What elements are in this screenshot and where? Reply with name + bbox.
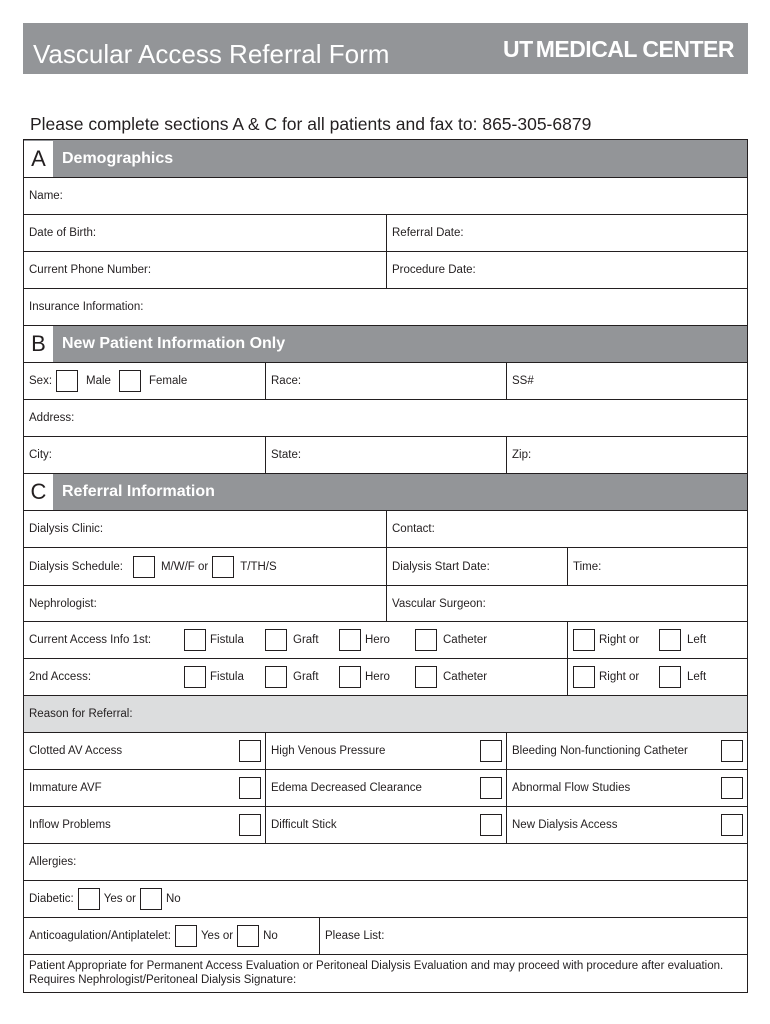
access2-catheter-checkbox[interactable] xyxy=(415,666,437,688)
state-label: State: xyxy=(271,449,302,461)
access2-fistula-checkbox[interactable] xyxy=(184,666,206,688)
anticoag-yes-label: Yes or xyxy=(200,930,234,942)
logo-text: MEDICAL CENTER xyxy=(535,36,734,62)
access1-right-label: Right or xyxy=(599,634,640,646)
address-label: Address: xyxy=(29,412,75,424)
reason-abnormal-cell xyxy=(506,770,747,806)
female-checkbox[interactable] xyxy=(119,370,141,392)
surgeon-label: Vascular Surgeon: xyxy=(392,597,486,610)
schedule-row xyxy=(24,547,747,585)
reason-immature-label: Immature AVF xyxy=(29,782,102,794)
reason-bleeding-cell xyxy=(506,733,747,769)
insurance-field[interactable] xyxy=(24,289,747,325)
ss-field[interactable] xyxy=(506,363,747,399)
ss-label: SS# xyxy=(512,375,534,387)
reason-new-access-cell xyxy=(506,807,747,843)
reason-row-1 xyxy=(24,732,747,769)
please-list-label: Please List: xyxy=(325,930,385,942)
form-title: Vascular Access Referral Form xyxy=(33,39,390,69)
surgeon-field[interactable] xyxy=(386,586,747,621)
access2-label: 2nd Access: xyxy=(29,671,92,683)
access2-graft-checkbox[interactable] xyxy=(265,666,287,688)
reason-immature-checkbox[interactable] xyxy=(239,777,261,799)
diabetic-no-checkbox[interactable] xyxy=(140,888,162,910)
access2-hero-checkbox[interactable] xyxy=(339,666,361,688)
phone-label: Current Phone Number: xyxy=(29,264,152,276)
schedule-field xyxy=(24,548,386,585)
address-field[interactable] xyxy=(24,400,747,436)
clinic-label: Dialysis Clinic: xyxy=(29,523,104,535)
appropriate-label: Patient Appropriate for Permanent Access Evaluation or Peritoneal Dialysis Evaluation and may proceed with procedure after evaluation. Requires Nephrologist/Peritoneal Dialysis Signature: xyxy=(29,960,724,986)
allergies-field[interactable] xyxy=(24,844,747,880)
contact-label: Contact: xyxy=(392,523,435,535)
access2-hero-label: Hero xyxy=(365,671,390,683)
reason-immature-cell xyxy=(24,770,265,806)
time-label: Time: xyxy=(573,560,602,573)
access1-label: Current Access Info 1st: xyxy=(29,634,152,646)
reason-stick-checkbox[interactable] xyxy=(480,814,502,836)
access1-hero-label: Hero xyxy=(365,634,390,646)
zip-field[interactable] xyxy=(506,437,747,473)
mwf-label: M/W/F or xyxy=(160,560,209,573)
dob-field[interactable] xyxy=(24,215,386,251)
section-c-letter: C xyxy=(24,474,53,510)
reason-inflow-label: Inflow Problems xyxy=(29,819,111,831)
access1-hero-checkbox[interactable] xyxy=(339,629,361,651)
section-b-header xyxy=(24,325,747,362)
contact-field[interactable] xyxy=(386,511,747,547)
section-b-letter: B xyxy=(24,326,53,362)
allergies-label: Allergies: xyxy=(29,856,77,868)
reason-clotted-label: Clotted AV Access xyxy=(29,745,123,757)
schedule-label: Dialysis Schedule: xyxy=(29,560,123,573)
section-c-header xyxy=(24,473,747,510)
city-label: City: xyxy=(29,449,52,461)
reason-stick-cell xyxy=(265,807,506,843)
anticoag-no-checkbox[interactable] xyxy=(237,925,259,947)
access2-side-field xyxy=(567,659,747,695)
dob-row xyxy=(24,214,747,251)
access1-graft-label: Graft xyxy=(293,634,319,646)
section-c-title: Referral Information xyxy=(62,483,215,500)
appropriate-field[interactable] xyxy=(24,955,747,987)
medical-center-logo xyxy=(503,37,734,62)
diabetic-no-label: No xyxy=(165,893,181,905)
address-row xyxy=(24,399,747,436)
reason-header xyxy=(24,696,747,732)
city-field[interactable] xyxy=(24,437,265,473)
reason-venous-cell xyxy=(265,733,506,769)
access1-fistula-label: Fistula xyxy=(210,634,244,646)
section-a-letter: A xyxy=(24,141,53,177)
anticoag-row xyxy=(24,917,747,954)
access1-right-checkbox[interactable] xyxy=(573,629,595,651)
state-field[interactable] xyxy=(265,437,506,473)
sex-label: Sex: xyxy=(29,375,53,387)
reason-stick-label: Difficult Stick xyxy=(271,819,337,831)
reason-bleeding-label: Bleeding Non-functioning Catheter xyxy=(512,745,688,757)
race-label: Race: xyxy=(271,375,302,387)
name-row xyxy=(24,177,747,214)
insurance-label: Insurance Information: xyxy=(29,301,144,313)
access2-field xyxy=(24,659,567,695)
zip-label: Zip: xyxy=(512,449,532,461)
reason-header-label: Reason for Referral: xyxy=(29,708,133,720)
please-list-field[interactable] xyxy=(319,918,747,954)
reason-edema-checkbox[interactable] xyxy=(480,777,502,799)
anticoag-no-label: No xyxy=(263,930,278,942)
diabetic-row xyxy=(24,880,747,917)
reason-abnormal-checkbox[interactable] xyxy=(721,777,743,799)
tths-label: T/TH/S xyxy=(240,560,277,573)
access1-row xyxy=(24,621,747,658)
diabetic-yes-checkbox[interactable] xyxy=(78,888,100,910)
access2-left-checkbox[interactable] xyxy=(659,666,681,688)
procedure-date-field[interactable] xyxy=(386,252,747,288)
anticoag-yes-checkbox[interactable] xyxy=(175,925,197,947)
access2-catheter-label: Catheter xyxy=(443,671,488,683)
section-a-header xyxy=(24,140,747,177)
race-field[interactable] xyxy=(265,363,506,399)
clinic-row xyxy=(24,510,747,547)
mwf-checkbox[interactable] xyxy=(133,556,155,578)
female-label: Female xyxy=(148,375,188,387)
access2-graft-label: Graft xyxy=(293,671,319,683)
access1-fistula-checkbox[interactable] xyxy=(184,629,206,651)
nephrologist-field[interactable] xyxy=(24,586,386,621)
procedure-date-label: Procedure Date: xyxy=(392,264,476,276)
phone-field[interactable] xyxy=(24,252,386,288)
male-label: Male xyxy=(86,375,111,387)
access2-fistula-label: Fistula xyxy=(210,671,244,683)
referral-date-field[interactable] xyxy=(386,215,747,251)
access1-catheter-checkbox[interactable] xyxy=(415,629,437,651)
reason-edema-label: Edema Decreased Clearance xyxy=(271,782,422,794)
access2-row xyxy=(24,658,747,695)
referral-date-label: Referral Date: xyxy=(392,227,464,239)
diabetic-field xyxy=(24,881,747,917)
male-checkbox[interactable] xyxy=(56,370,78,392)
reason-row-2 xyxy=(24,769,747,806)
reason-edema-cell xyxy=(265,770,506,806)
section-b-title: New Patient Information Only xyxy=(62,335,286,352)
access2-right-label: Right or xyxy=(599,671,640,683)
reason-venous-label: High Venous Pressure xyxy=(271,745,386,757)
referral-form-table xyxy=(23,139,748,993)
reason-new-access-label: New Dialysis Access xyxy=(512,819,618,831)
name-field[interactable] xyxy=(24,178,747,214)
insurance-row xyxy=(24,288,747,325)
reason-inflow-cell xyxy=(24,807,265,843)
form-title-banner xyxy=(23,23,748,74)
start-date-label: Dialysis Start Date: xyxy=(392,560,490,573)
logo-ut: UT xyxy=(503,36,533,62)
access1-side-field xyxy=(567,622,747,658)
sex-row xyxy=(24,362,747,399)
fax-instructions: Please complete sections A & C for all patients and fax to: 865-305-6879 xyxy=(30,114,592,134)
dob-label: Date of Birth: xyxy=(29,227,97,239)
anticoag-field xyxy=(24,918,319,954)
diabetic-yes-label: Yes or xyxy=(103,893,136,905)
reason-row-3 xyxy=(24,806,747,843)
city-row xyxy=(24,436,747,473)
reason-new-access-checkbox[interactable] xyxy=(721,814,743,836)
access2-right-checkbox[interactable] xyxy=(573,666,595,688)
start-date-field[interactable] xyxy=(386,548,567,585)
access2-left-label: Left xyxy=(687,671,707,683)
access1-left-checkbox[interactable] xyxy=(659,629,681,651)
reason-clotted-checkbox[interactable] xyxy=(239,740,261,762)
clinic-field[interactable] xyxy=(24,511,386,547)
reason-venous-checkbox[interactable] xyxy=(480,740,502,762)
access1-graft-checkbox[interactable] xyxy=(265,629,287,651)
nephrologist-label: Nephrologist: xyxy=(29,597,97,610)
reason-header-row xyxy=(24,695,747,732)
diabetic-label: Diabetic: xyxy=(29,893,74,905)
access1-left-label: Left xyxy=(687,634,707,646)
time-field[interactable] xyxy=(567,548,747,585)
access1-field xyxy=(24,622,567,658)
name-label: Name: xyxy=(29,190,63,202)
tths-checkbox[interactable] xyxy=(212,556,234,578)
anticoag-label: Anticoagulation/Antiplatelet: xyxy=(29,930,171,942)
appropriate-row xyxy=(24,954,747,992)
reason-inflow-checkbox[interactable] xyxy=(239,814,261,836)
section-a-title: Demographics xyxy=(62,150,174,167)
allergies-row xyxy=(24,843,747,880)
reason-abnormal-label: Abnormal Flow Studies xyxy=(512,782,631,794)
nephrologist-row xyxy=(24,585,747,621)
reason-bleeding-checkbox[interactable] xyxy=(721,740,743,762)
phone-row xyxy=(24,251,747,288)
sex-field xyxy=(24,363,265,399)
access1-catheter-label: Catheter xyxy=(443,634,488,646)
reason-clotted-cell xyxy=(24,733,265,769)
